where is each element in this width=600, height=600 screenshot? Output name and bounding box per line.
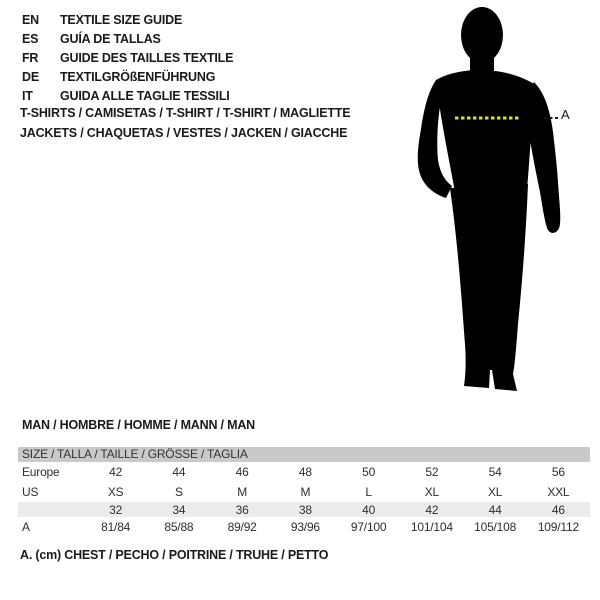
language-label: TEXTILGRÖßENFÜHRUNG	[60, 70, 216, 84]
table-cell: M	[300, 485, 311, 499]
footnote-chest-legend: A. (cm) CHEST / PECHO / POITRINE / TRUHE / PETTO	[20, 548, 329, 562]
table-cell: 101/104	[410, 520, 453, 534]
table-cell: 81/84	[101, 520, 131, 534]
language-row-es	[22, 30, 233, 49]
language-label: GUIDE DES TAILLES TEXTILE	[60, 51, 234, 65]
table-cell: 40	[362, 502, 376, 517]
table-cell: 42	[109, 465, 123, 479]
measure-label-a: A	[561, 107, 570, 122]
table-cell: 38	[298, 502, 312, 517]
table-cell: 46	[551, 502, 565, 517]
table-cell: 44	[172, 465, 186, 479]
man-silhouette-figure	[400, 4, 575, 396]
table-cell: 56	[551, 465, 565, 479]
table-row-alt-sizes	[18, 502, 590, 517]
man-silhouette	[418, 7, 561, 391]
table-cell: 50	[362, 465, 376, 479]
table-cell: 34	[172, 502, 186, 517]
table-cell: 42	[425, 502, 439, 517]
table-cell: 54	[488, 465, 502, 479]
language-code: DE	[22, 70, 39, 84]
table-cell: L	[365, 485, 372, 499]
language-list	[22, 11, 233, 106]
language-label: GUÍA DE TALLAS	[60, 32, 161, 46]
section-title-man: MAN / HOMBRE / HOMME / MANN / MAN	[22, 418, 255, 432]
table-cell: 89/92	[227, 520, 257, 534]
table-cell: 85/88	[164, 520, 194, 534]
table-cell: 48	[298, 465, 312, 479]
table-cell: XL	[487, 485, 503, 499]
man-silhouette-svg	[400, 4, 575, 396]
table-cell: 36	[235, 502, 249, 517]
language-row-fr	[22, 49, 233, 68]
size-table-header: SIZE / TALLA / TAILLE / GRÖSSE / TAGLIA	[18, 447, 590, 462]
row-label: A	[22, 520, 30, 534]
table-row-us	[18, 482, 590, 502]
table-row-a-chest	[18, 517, 590, 537]
language-row-en	[22, 11, 233, 30]
table-cell: XS	[107, 485, 124, 499]
table-cell: XXL	[547, 485, 570, 499]
table-cell: 52	[425, 465, 439, 479]
table-cell: 44	[488, 502, 502, 517]
language-code: IT	[22, 89, 33, 103]
table-cell: M	[237, 485, 248, 499]
table-cell: 105/108	[474, 520, 517, 534]
row-label: US	[22, 485, 39, 499]
language-code: EN	[22, 13, 39, 27]
table-cell: 46	[235, 465, 249, 479]
category-line-jackets: JACKETS / CHAQUETAS / VESTES / JACKEN / GIACCHE	[20, 126, 348, 140]
language-code: ES	[22, 32, 39, 46]
category-line-tshirts: T-SHIRTS / CAMISETAS / T-SHIRT / T-SHIRT / MAGLIETTE	[20, 106, 351, 120]
language-label: GUIDA ALLE TAGLIE TESSILI	[60, 89, 230, 103]
language-row-de	[22, 68, 233, 87]
language-code: FR	[22, 51, 39, 65]
row-label: Europe	[22, 465, 60, 479]
table-cell: 32	[109, 502, 123, 517]
size-table	[18, 447, 590, 537]
language-label: TEXTILE SIZE GUIDE	[60, 13, 183, 27]
table-cell: 109/112	[537, 520, 579, 534]
table-cell: 97/100	[350, 520, 387, 534]
table-row-europe	[18, 462, 590, 482]
category-lines	[20, 103, 350, 143]
table-cell: XL	[424, 485, 440, 499]
table-cell: 93/96	[290, 520, 320, 534]
table-cell: S	[174, 485, 183, 499]
